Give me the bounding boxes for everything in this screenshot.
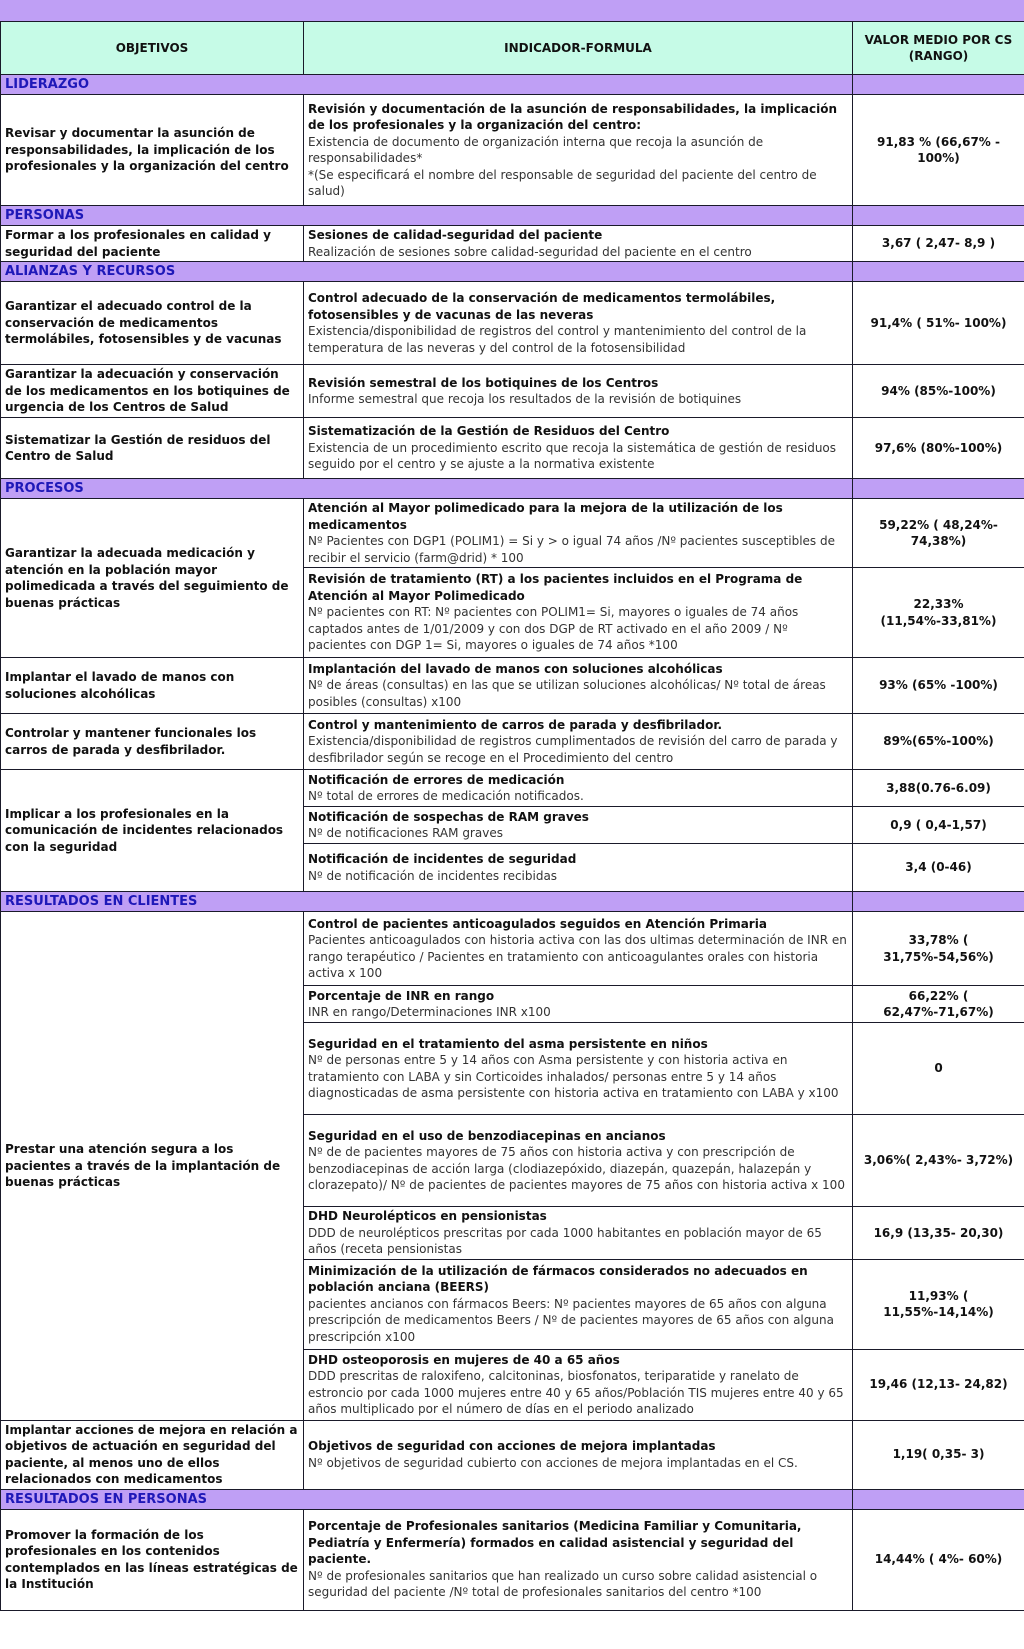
valor-medio-cell: 97,6% (80%-100%) — [853, 418, 1024, 479]
valor-medio-cell: 94% (85%-100%) — [853, 365, 1024, 418]
indicador-formula: Nº de personas entre 5 y 14 años con Asma persistente y con historia activa en tratamiento con LABA y sin Corticoides inhalados/ personas entre 5 y 14 años diagnosticadas de asma persistente con historia activa en tratamiento con LABA y x100 — [308, 1053, 839, 1100]
indicador-cell — [304, 1259, 853, 1349]
valor-medio-cell: 0,9 ( 0,4-1,57) — [853, 807, 1024, 844]
section-title: RESULTADOS EN PERSONAS — [5, 1491, 208, 1507]
indicador-formula: Nº total de errores de medicación notificados. — [308, 789, 584, 803]
header-objetivos: OBJETIVOS — [1, 22, 304, 75]
indicador-title: Implantación del lavado de manos con soluciones alcohólicas — [308, 661, 723, 676]
indicador-formula: Existencia de documento de organización interna que recoja la asunción de responsabilidades* — [308, 134, 764, 165]
section-value-cell — [853, 75, 1024, 95]
indicador-cell — [304, 1349, 853, 1420]
header-indicador: INDICADOR-FORMULA — [304, 22, 853, 75]
indicador-title: Porcentaje de INR en rango — [308, 988, 495, 1003]
valor-medio-cell: 91,4% ( 51%- 100%) — [853, 282, 1024, 365]
indicador-formula: Realización de sesiones sobre calidad-seguridad del paciente en el centro — [308, 244, 752, 259]
indicador-title: Minimización de la utilización de fármacos considerados no adecuados en población anciana (BEERS) — [308, 1263, 808, 1295]
indicador-formula: Nº pacientes con RT: Nº pacientes con POLIM1= Si, mayores o iguales de 74 años captados antes de 1/01/2009 y con dos DGP de RT activado en el año 2009 / Nº pacientes con DGP 1= Si, mayores o iguales de 74 años *100 — [308, 605, 799, 653]
table-row — [1, 226, 1024, 262]
indicador-formula: Informe semestral que recoja los resultados de la revisión de botiquines — [308, 392, 742, 406]
indicador-cell — [304, 986, 853, 1023]
indicador-cell — [304, 1207, 853, 1260]
objetivo-cell: Implicar a los profesionales en la comunicación de incidentes relacionados con la seguridad — [1, 770, 304, 892]
indicador-cell — [304, 418, 853, 479]
objetivo-cell: Revisar y documentar la asunción de responsabilidades, la implicación de los profesionales y la organización del centro — [1, 95, 304, 206]
valor-medio-cell: 3,06%( 2,43%- 3,72%) — [853, 1115, 1024, 1207]
valor-medio-cell: 3,67 ( 2,47- 8,9 ) — [853, 226, 1024, 262]
objetivo-cell: Formar a los profesionales en calidad y seguridad del paciente — [1, 226, 304, 262]
section-value-cell — [853, 206, 1024, 226]
valor-medio-cell: 66,22% ( 62,47%-71,67%) — [853, 986, 1024, 1023]
indicador-formula: Nº de notificaciones RAM graves — [308, 826, 503, 840]
section-value-cell — [853, 262, 1024, 282]
objetivo-cell: Garantizar la adecuada medicación y atención en la población mayor polimedicada a través del seguimiento de buenas prácticas — [1, 499, 304, 658]
table-header-row — [1, 22, 1024, 75]
indicador-title: DHD osteoporosis en mujeres de 40 a 65 años — [308, 1352, 620, 1367]
indicador-formula: Existencia/disponibilidad de registros cumplimentados de revisión del carro de parada y desfibrilador según se recoge en el Procedimiento del centro — [308, 734, 838, 765]
indicador-cell — [304, 1115, 853, 1207]
indicador-cell — [304, 714, 853, 770]
indicador-title: Control adecuado de la conservación de medicamentos termolábiles, fotosensibles y de vacunas de las neveras — [308, 291, 776, 322]
objetivo-cell: Controlar y mantener funcionales los carros de parada y desfibrilador. — [1, 714, 304, 770]
section-row — [1, 75, 1024, 95]
valor-medio-cell: 89%(65%-100%) — [853, 714, 1024, 770]
indicador-title: Revisión semestral de los botiquines de los Centros — [308, 375, 659, 390]
valor-medio-cell: 19,46 (12,13- 24,82) — [853, 1349, 1024, 1420]
indicador-cell — [304, 1509, 853, 1610]
indicador-formula: DDD prescritas de raloxifeno, calcitoninas, biosfonatos, teriparatide y ranelato de estroncio por cada 1000 mujeres entre 40 y 65 años/Población TIS mujeres entre 40 y 65 años multiplicado por el número de días en el periodo analizado — [308, 1369, 844, 1416]
section-value-cell — [853, 1489, 1024, 1509]
objetivo-cell: Promover la formación de los profesionales en los contenidos contemplados en las líneas estratégicas de la Institución — [1, 1509, 304, 1610]
indicador-cell — [304, 1420, 853, 1489]
table-row — [1, 1420, 1024, 1489]
indicador-formula: DDD de neurolépticos prescritas por cada 1000 habitantes en población mayor de 65 años (receta pensionistas — [308, 1225, 822, 1256]
section-title: ALIANZAS Y RECURSOS — [5, 264, 176, 279]
indicador-cell — [304, 226, 853, 262]
valor-medio-cell: 93% (65% -100%) — [853, 658, 1024, 714]
indicador-formula: pacientes ancianos con fármacos Beers: Nº pacientes mayores de 65 años con alguna prescripción de medicamentos Beers / Nº de pacientes mayores de 65 años con alguna prescripción x100 — [308, 1296, 834, 1344]
section-row — [1, 206, 1024, 226]
indicador-title: Porcentaje de Profesionales sanitarios (Medicina Familiar y Comunitaria, Pediatría y Enfermería) formados en calidad asistencial y seguridad del paciente. — [308, 1519, 802, 1567]
objetivo-cell: Garantizar el adecuado control de la conservación de medicamentos termolábiles, fotosensibles y de vacunas — [1, 282, 304, 365]
section-title-cell — [1, 75, 853, 95]
indicador-title: Sistematización de la Gestión de Residuos del Centro — [308, 424, 670, 439]
indicador-cell — [304, 844, 853, 892]
valor-medio-cell: 22,33%(11,54%-33,81%) — [853, 568, 1024, 658]
objetivo-cell: Implantar el lavado de manos con soluciones alcohólicas — [1, 658, 304, 714]
indicador-formula: Nº Pacientes con DGP1 (POLIM1) = Si y > o igual 74 años /Nº pacientes susceptibles de recibir el servicio (farm@drid) * 100 — [308, 534, 835, 565]
section-title-cell — [1, 262, 853, 282]
valor-medio-cell: 14,44% ( 4%- 60%) — [853, 1509, 1024, 1610]
table-row — [1, 770, 1024, 807]
valor-medio-cell: 0 — [853, 1023, 1024, 1115]
section-title: PERSONAS — [5, 208, 85, 223]
indicador-cell — [304, 1023, 853, 1115]
indicador-cell — [304, 365, 853, 418]
indicador-title: Seguridad en el uso de benzodiacepinas en ancianos — [308, 1128, 666, 1143]
section-title-cell — [1, 479, 853, 499]
table-row — [1, 418, 1024, 479]
table-row — [1, 658, 1024, 714]
objetivo-cell: Prestar una atención segura a los pacientes a través de la implantación de buenas prácticas — [1, 912, 304, 1421]
indicador-title: Atención al Mayor polimedicado para la mejora de la utilización de los medicamentos — [308, 501, 783, 532]
objetivo-cell: Garantizar la adecuación y conservación de los medicamentos en los botiquines de urgencia de los Centros de Salud — [1, 365, 304, 418]
section-title: LIDERAZGO — [5, 77, 90, 92]
table-row — [1, 714, 1024, 770]
section-title-cell — [1, 1489, 853, 1509]
table-row — [1, 912, 1024, 986]
indicador-formula: Existencia de un procedimiento escrito que recoja la sistemática de gestión de residuos seguido por el centro y se ajuste a la normativa existente — [308, 440, 837, 472]
section-title: PROCESOS — [5, 481, 84, 496]
header-valor-line1: VALOR MEDIO POR CS — [864, 32, 1013, 47]
valor-medio-cell: 59,22% ( 48,24%- 74,38%) — [853, 499, 1024, 568]
section-row — [1, 262, 1024, 282]
indicador-cell — [304, 807, 853, 844]
indicador-formula: Nº objetivos de seguridad cubierto con acciones de mejora implantadas en el CS. — [308, 1455, 798, 1470]
header-valor — [853, 22, 1024, 75]
indicador-title: Control de pacientes anticoagulados seguidos en Atención Primaria — [308, 916, 767, 931]
valor-medio-cell: 16,9 (13,35- 20,30) — [853, 1207, 1024, 1260]
objetivo-cell: Sistematizar la Gestión de residuos del Centro de Salud — [1, 418, 304, 479]
table-row — [1, 282, 1024, 365]
section-value-cell — [853, 892, 1024, 912]
table-row — [1, 95, 1024, 206]
indicador-title: Objetivos de seguridad con acciones de mejora implantadas — [308, 1439, 716, 1453]
indicador-title: Control y mantenimiento de carros de parada y desfibrilador. — [308, 717, 723, 732]
indicador-title: Seguridad en el tratamiento del asma persistente en niños — [308, 1036, 708, 1051]
valor-medio-cell: 3,4 (0-46) — [853, 844, 1024, 892]
indicador-cell — [304, 568, 853, 658]
section-row — [1, 892, 1024, 912]
table-row — [1, 365, 1024, 418]
section-title-cell — [1, 892, 853, 912]
valor-medio-cell: 3,88(0.76-6.09) — [853, 770, 1024, 807]
header-valor-line2: (RANGO) — [908, 49, 969, 63]
objetivo-cell: Implantar acciones de mejora en relación a objetivos de actuación en seguridad del paciente, al menos uno de ellos relacionados con medicamentos — [1, 1420, 304, 1489]
section-title: RESULTADOS EN CLIENTES — [5, 894, 198, 909]
indicador-cell — [304, 95, 853, 206]
objectives-table — [0, 21, 1024, 1611]
indicador-cell — [304, 912, 853, 986]
indicador-formula: Nº de profesionales sanitarios que han realizado un curso sobre calidad asistencial o seguridad del paciente /Nº total de profesionales sanitarios del centro *100 — [308, 1568, 818, 1600]
indicador-title: Notificación de sospechas de RAM graves — [308, 809, 589, 824]
table-row — [1, 499, 1024, 568]
indicador-formula: Nº de de pacientes mayores de 75 años con historia activa y con prescripción de benzodiacepinas de acción larga (clodiazepóxido, diazepán, quazepán, halazepán y clorazepato)/ Nº de pacientes de pacientes mayores de 75 años con historia activa x 100 — [308, 1145, 845, 1192]
indicador-note: *(Se especificará el nombre del responsable de seguridad del paciente del centro de salud) — [308, 167, 817, 198]
indicador-cell — [304, 770, 853, 807]
indicador-formula: INR en rango/Determinaciones INR x100 — [308, 1005, 551, 1019]
valor-medio-cell: 91,83 % (66,67% - 100%) — [853, 95, 1024, 206]
indicador-title: Sesiones de calidad-seguridad del paciente — [308, 228, 603, 242]
valor-medio-cell: 33,78% ( 31,75%-54,56%) — [853, 912, 1024, 986]
indicador-cell — [304, 499, 853, 568]
indicador-cell — [304, 282, 853, 365]
indicador-formula: Nº de notificación de incidentes recibidas — [308, 868, 558, 883]
indicador-formula: Existencia/disponibilidad de registros del control y mantenimiento del control de la temperatura de las neveras y del control de la fotosensibilidad — [308, 324, 807, 355]
indicador-title: Revisión y documentación de la asunción de responsabilidades, la implicación de los profesionales y la organización del centro: — [308, 101, 838, 132]
indicador-formula: Pacientes anticoagulados con historia activa con las dos ultimas determinación de INR en rango terapéutico / Pacientes en tratamiento con anticoagulantes orales con historia activa x 100 — [308, 933, 847, 980]
valor-medio-cell: 1,19( 0,35- 3) — [853, 1420, 1024, 1489]
indicador-cell — [304, 658, 853, 714]
indicador-title: Revisión de tratamiento (RT) a los pacientes incluidos en el Programa de Atención al Mayor Polimedicado — [308, 572, 803, 603]
section-row — [1, 1489, 1024, 1509]
section-value-cell — [853, 479, 1024, 499]
valor-medio-cell: 11,93% ( 11,55%-14,14%) — [853, 1259, 1024, 1349]
section-title-cell — [1, 206, 853, 226]
top-banner — [0, 0, 1024, 21]
indicador-title: Notificación de incidentes de seguridad — [308, 852, 577, 866]
indicador-formula: Nº de áreas (consultas) en las que se utilizan soluciones alcohólicas/ Nº total de áreas posibles (consultas) x100 — [308, 678, 826, 709]
indicador-title: Notificación de errores de medicación — [308, 772, 565, 787]
section-row — [1, 479, 1024, 499]
indicador-title: DHD Neurolépticos en pensionistas — [308, 1209, 547, 1223]
table-row — [1, 1509, 1024, 1610]
